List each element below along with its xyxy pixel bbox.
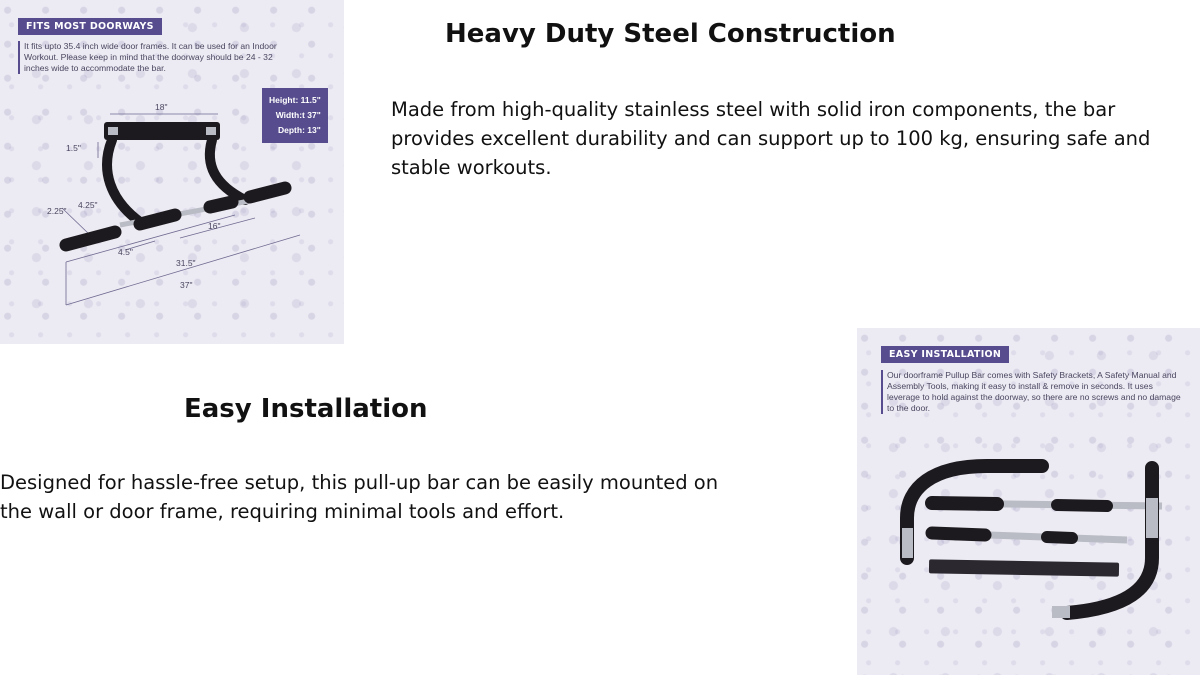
top-bar xyxy=(104,122,220,140)
install-heading: Easy Installation xyxy=(184,394,428,424)
grip-bar-part xyxy=(932,503,997,504)
steel-heading: Heavy Duty Steel Construction xyxy=(445,19,896,49)
label-inner: 16" xyxy=(208,221,221,231)
label-side-b: 4.25" xyxy=(78,200,98,210)
width-dimension: Width:t 37" xyxy=(275,110,321,120)
height-dimension: Height: 11.5" xyxy=(269,95,321,105)
fits-doorways-tag: FITS MOST DOORWAYS xyxy=(18,18,162,35)
label-grip: 4.5" xyxy=(118,247,133,257)
top-bar-part xyxy=(929,559,1119,576)
label-top: 18" xyxy=(155,102,168,112)
pullup-bar-parts xyxy=(857,328,1200,675)
installation-note: Our doorframe Pullup Bar comes with Safety Brackets, A Safety Manual and Assembly Tools, making it easy to install & remove in seconds. It uses leverage to hold against the doorway, so there are no screws and no damage to the door. xyxy=(881,370,1187,414)
installation-product-image xyxy=(857,328,1200,675)
pullup-bar-diagram xyxy=(0,0,344,344)
install-description: Designed for hassle-free setup, this pull-up bar can be easily mounted on the wall or door frame, requiring minimal tools and effort. xyxy=(0,471,719,523)
easy-installation-tag: EASY INSTALLATION xyxy=(881,346,1009,363)
left-grip xyxy=(66,232,115,245)
label-side-a: 2.25" xyxy=(47,206,67,216)
label-rise: 1.5" xyxy=(66,143,81,153)
steel-description: Made from high-quality stainless steel with solid iron components, the bar provides excellent durability and can support up to 100 kg, ensuring safe and stable workouts. xyxy=(391,98,1151,179)
depth-dimension: Depth: 13" xyxy=(277,125,321,135)
curved-arm-part xyxy=(907,466,1042,558)
doorway-note: It fits upto 35.4 inch wide door frames. It can be used for an Indoor Workout. Please keep in mind that the doorway should be 24 - 32 inches wide to accommodate the bar. xyxy=(18,41,299,74)
right-grip xyxy=(250,188,285,197)
label-mid: 31.5" xyxy=(176,258,196,268)
doorway-product-image xyxy=(0,0,344,344)
label-total: 37" xyxy=(180,280,193,290)
